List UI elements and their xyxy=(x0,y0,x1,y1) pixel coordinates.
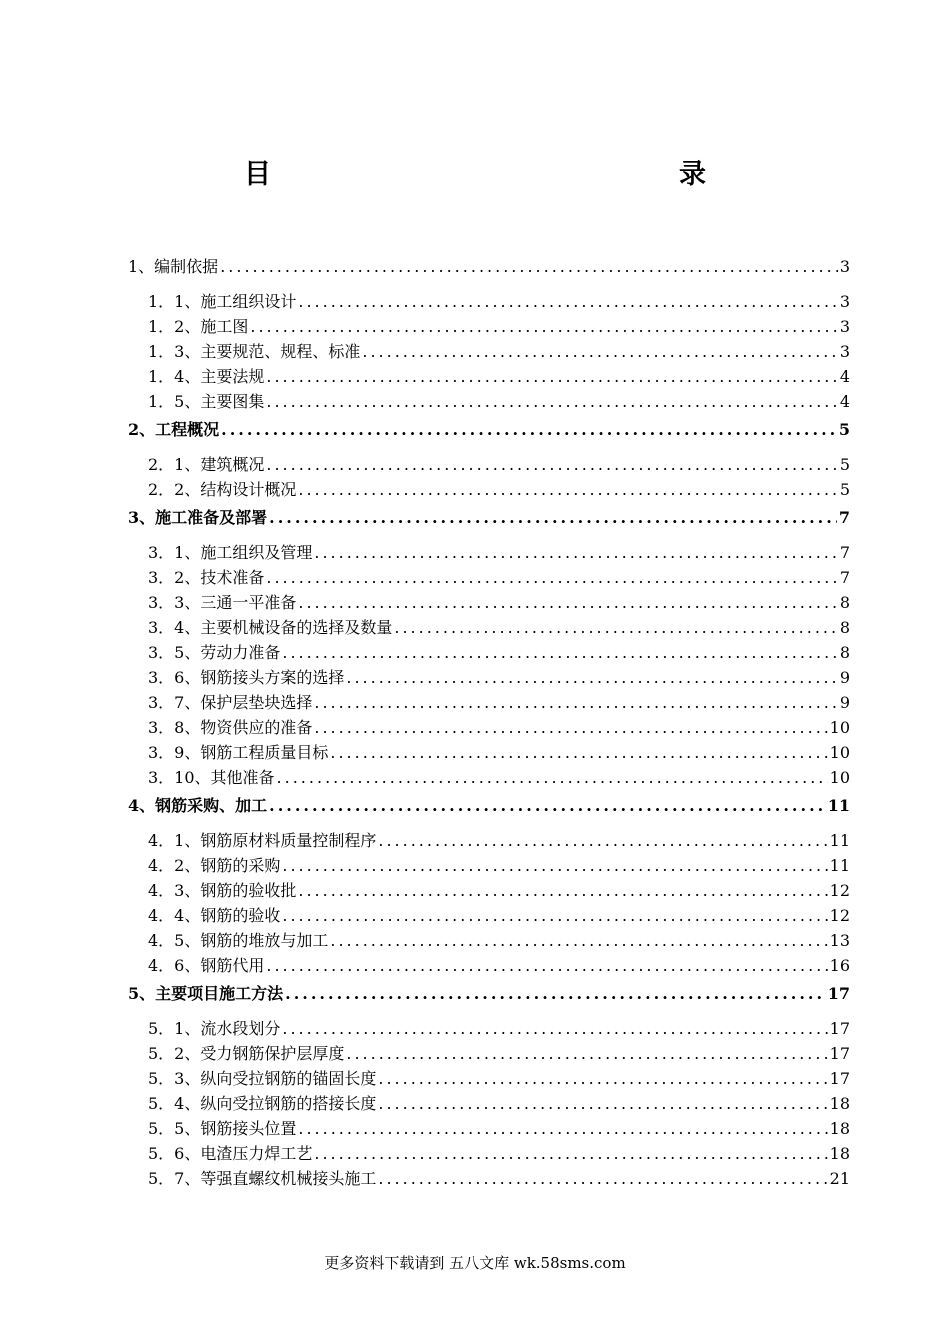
toc-entry-label: 1、编制依据 xyxy=(128,257,219,276)
toc-entry-label: 3．2、技术准备 xyxy=(148,568,265,587)
toc-entry-label: 4．1、钢筋原材料质量控制程序 xyxy=(148,831,377,850)
toc-dot-leader xyxy=(266,953,827,978)
toc-page-number: 21 xyxy=(829,1169,850,1188)
page-title: 目 录 xyxy=(244,159,824,190)
toc-page-number: 7 xyxy=(838,508,850,527)
toc-entry-label: 5．1、流水段划分 xyxy=(148,1019,281,1038)
toc-dot-leader xyxy=(346,1041,827,1066)
toc-page-number: 3 xyxy=(839,257,850,276)
toc-dot-leader xyxy=(378,1066,827,1091)
toc-entry-label: 1．5、主要图集 xyxy=(148,392,265,411)
toc-dot-leader xyxy=(378,828,827,853)
toc-subsection-entry[interactable] xyxy=(128,615,850,640)
toc-page-number: 5 xyxy=(839,480,850,499)
toc-section-entry[interactable] xyxy=(128,505,850,530)
toc-dot-leader xyxy=(221,417,837,442)
toc-entry-label: 3．5、劳动力准备 xyxy=(148,643,281,662)
toc-dot-leader xyxy=(314,1141,827,1166)
toc-entry-label: 3．1、施工组织及管理 xyxy=(148,543,313,562)
toc-dot-leader xyxy=(298,590,837,615)
toc-subsection-entry[interactable] xyxy=(128,903,850,928)
toc-entry-label: 5．5、钢筋接头位置 xyxy=(148,1119,297,1138)
toc-entry-label: 3．8、物资供应的准备 xyxy=(148,718,313,737)
toc-subsection-entry[interactable] xyxy=(128,665,850,690)
toc-entry-label: 4．5、钢筋的堆放与加工 xyxy=(148,931,329,950)
toc-entry-label: 2．1、建筑概况 xyxy=(148,455,265,474)
toc-subsection-entry[interactable] xyxy=(128,477,850,502)
toc-subsection-entry[interactable] xyxy=(128,289,850,314)
toc-subsection-entry[interactable] xyxy=(128,590,850,615)
toc-page-number: 12 xyxy=(829,881,850,900)
toc-page-number: 8 xyxy=(839,593,850,612)
toc-dot-leader xyxy=(314,540,837,565)
toc-dot-leader xyxy=(282,853,827,878)
toc-page-number: 17 xyxy=(829,1069,850,1088)
toc-dot-leader xyxy=(314,715,827,740)
toc-subsection-entry[interactable] xyxy=(128,389,850,414)
toc-page-number: 17 xyxy=(829,1019,850,1038)
toc-entry-label: 2．2、结构设计概况 xyxy=(148,480,297,499)
toc-page-number: 17 xyxy=(827,984,850,1003)
toc-page-number: 11 xyxy=(827,796,850,815)
toc-entry-label: 3．4、主要机械设备的选择及数量 xyxy=(148,618,393,637)
toc-page-number: 5 xyxy=(838,420,850,439)
toc-entry-label: 5．2、受力钢筋保护层厚度 xyxy=(148,1044,345,1063)
toc-subsection-entry[interactable] xyxy=(128,853,850,878)
toc-page-number: 4 xyxy=(839,392,850,411)
toc-entry-label: 1．4、主要法规 xyxy=(148,367,265,386)
toc-subsection-entry[interactable] xyxy=(128,1166,850,1191)
toc-page-number: 11 xyxy=(829,831,850,850)
toc-subsection-entry[interactable] xyxy=(128,765,850,790)
toc-entry-label: 5．4、纵向受拉钢筋的搭接长度 xyxy=(148,1094,377,1113)
toc-page-number: 11 xyxy=(829,856,850,875)
toc-dot-leader xyxy=(282,1016,827,1041)
toc-dot-leader xyxy=(266,452,837,477)
toc-page-number: 3 xyxy=(839,317,850,336)
toc-subsection-entry[interactable] xyxy=(128,1141,850,1166)
toc-dot-leader xyxy=(346,665,837,690)
toc-dot-leader xyxy=(298,289,837,314)
toc-entry-label: 4．2、钢筋的采购 xyxy=(148,856,281,875)
toc-entry-label: 4．4、钢筋的验收 xyxy=(148,906,281,925)
toc-subsection-entry[interactable] xyxy=(128,1116,850,1141)
toc-dot-leader xyxy=(362,339,837,364)
toc-subsection-entry[interactable] xyxy=(128,828,850,853)
toc-dot-leader xyxy=(378,1091,827,1116)
toc-subsection-entry[interactable] xyxy=(128,953,850,978)
toc-entry-label: 4．6、钢筋代用 xyxy=(148,956,265,975)
toc-subsection-entry[interactable] xyxy=(128,314,850,339)
toc-page-number: 8 xyxy=(839,643,850,662)
toc-dot-leader xyxy=(269,505,837,530)
toc-dot-leader xyxy=(266,565,837,590)
toc-entry-label: 3．3、三通一平准备 xyxy=(148,593,297,612)
toc-dot-leader xyxy=(220,254,838,279)
toc-dot-leader xyxy=(266,364,837,389)
toc-page-number: 9 xyxy=(839,693,850,712)
toc-page-number: 9 xyxy=(839,668,850,687)
toc-subsection-entry[interactable] xyxy=(128,1091,850,1116)
toc-page-number: 10 xyxy=(829,768,850,787)
toc-page-number: 3 xyxy=(839,292,850,311)
toc-section-entry[interactable] xyxy=(128,793,850,818)
toc-subsection-entry[interactable] xyxy=(128,1066,850,1091)
toc-entry-label: 1．1、施工组织设计 xyxy=(148,292,297,311)
toc-page-number: 7 xyxy=(839,543,850,562)
toc-dot-leader xyxy=(378,1166,827,1191)
toc-entry-label: 3．7、保护层垫块选择 xyxy=(148,693,313,712)
toc-dot-leader xyxy=(298,1116,827,1141)
toc-entry-label: 3．6、钢筋接头方案的选择 xyxy=(148,668,345,687)
toc-subsection-entry[interactable] xyxy=(128,640,850,665)
toc-page-number: 17 xyxy=(829,1044,850,1063)
toc-page-number: 18 xyxy=(829,1144,850,1163)
toc-entry-label: 2、工程概况 xyxy=(128,420,220,439)
toc-dot-leader xyxy=(269,793,826,818)
toc-section-entry[interactable] xyxy=(128,254,850,279)
toc-entry-label: 5、主要项目施工方法 xyxy=(128,984,284,1003)
toc-subsection-entry[interactable] xyxy=(128,540,850,565)
toc-page-number: 4 xyxy=(839,367,850,386)
toc-dot-leader xyxy=(277,765,828,790)
toc-dot-leader xyxy=(298,878,827,903)
toc-page-number: 10 xyxy=(829,743,850,762)
toc-subsection-entry[interactable] xyxy=(128,715,850,740)
footer-text: 更多资料下载请到 五八文库 wk.58sms.com xyxy=(324,1254,626,1272)
toc-entry-label: 1．3、主要规范、规程、标准 xyxy=(148,342,361,361)
toc-page-number: 13 xyxy=(829,931,850,950)
toc-subsection-entry[interactable] xyxy=(128,452,850,477)
toc-entry-label: 4、钢筋采购、加工 xyxy=(128,796,268,815)
toc-subsection-entry[interactable] xyxy=(128,740,850,765)
toc-dot-leader xyxy=(314,690,837,715)
toc-dot-leader xyxy=(266,389,837,414)
table-of-contents xyxy=(128,254,850,1191)
toc-entry-label: 1．2、施工图 xyxy=(148,317,249,336)
toc-section-entry[interactable] xyxy=(128,981,850,1006)
toc-subsection-entry[interactable] xyxy=(128,565,850,590)
toc-dot-leader xyxy=(394,615,837,640)
toc-entry-label: 3．10、其他准备 xyxy=(148,768,275,787)
toc-page-number: 18 xyxy=(829,1119,850,1138)
toc-dot-leader xyxy=(298,477,837,502)
toc-entry-label: 5．7、等强直螺纹机械接头施工 xyxy=(148,1169,377,1188)
toc-page-number: 8 xyxy=(839,618,850,637)
toc-subsection-entry[interactable] xyxy=(128,878,850,903)
toc-subsection-entry[interactable] xyxy=(128,1016,850,1041)
toc-dot-leader xyxy=(285,981,826,1006)
toc-page-number: 18 xyxy=(829,1094,850,1113)
toc-entry-label: 5．6、电渣压力焊工艺 xyxy=(148,1144,313,1163)
toc-dot-leader xyxy=(250,314,837,339)
toc-section-entry[interactable] xyxy=(128,417,850,442)
toc-subsection-entry[interactable] xyxy=(128,690,850,715)
toc-dot-leader xyxy=(330,928,827,953)
toc-dot-leader xyxy=(282,640,837,665)
toc-page-number: 7 xyxy=(839,568,850,587)
toc-subsection-entry[interactable] xyxy=(128,339,850,364)
toc-entry-label: 3、施工准备及部署 xyxy=(128,508,268,527)
toc-subsection-entry[interactable] xyxy=(128,1041,850,1066)
toc-page-number: 5 xyxy=(839,455,850,474)
toc-subsection-entry[interactable] xyxy=(128,928,850,953)
toc-entry-label: 3．9、钢筋工程质量目标 xyxy=(148,743,329,762)
toc-page-number: 12 xyxy=(829,906,850,925)
toc-dot-leader xyxy=(330,740,827,765)
toc-entry-label: 5．3、纵向受拉钢筋的锚固长度 xyxy=(148,1069,377,1088)
toc-page-number: 3 xyxy=(839,342,850,361)
toc-dot-leader xyxy=(282,903,827,928)
toc-subsection-entry[interactable] xyxy=(128,364,850,389)
toc-page-number: 16 xyxy=(829,956,850,975)
toc-entry-label: 4．3、钢筋的验收批 xyxy=(148,881,297,900)
toc-page-number: 10 xyxy=(829,718,850,737)
